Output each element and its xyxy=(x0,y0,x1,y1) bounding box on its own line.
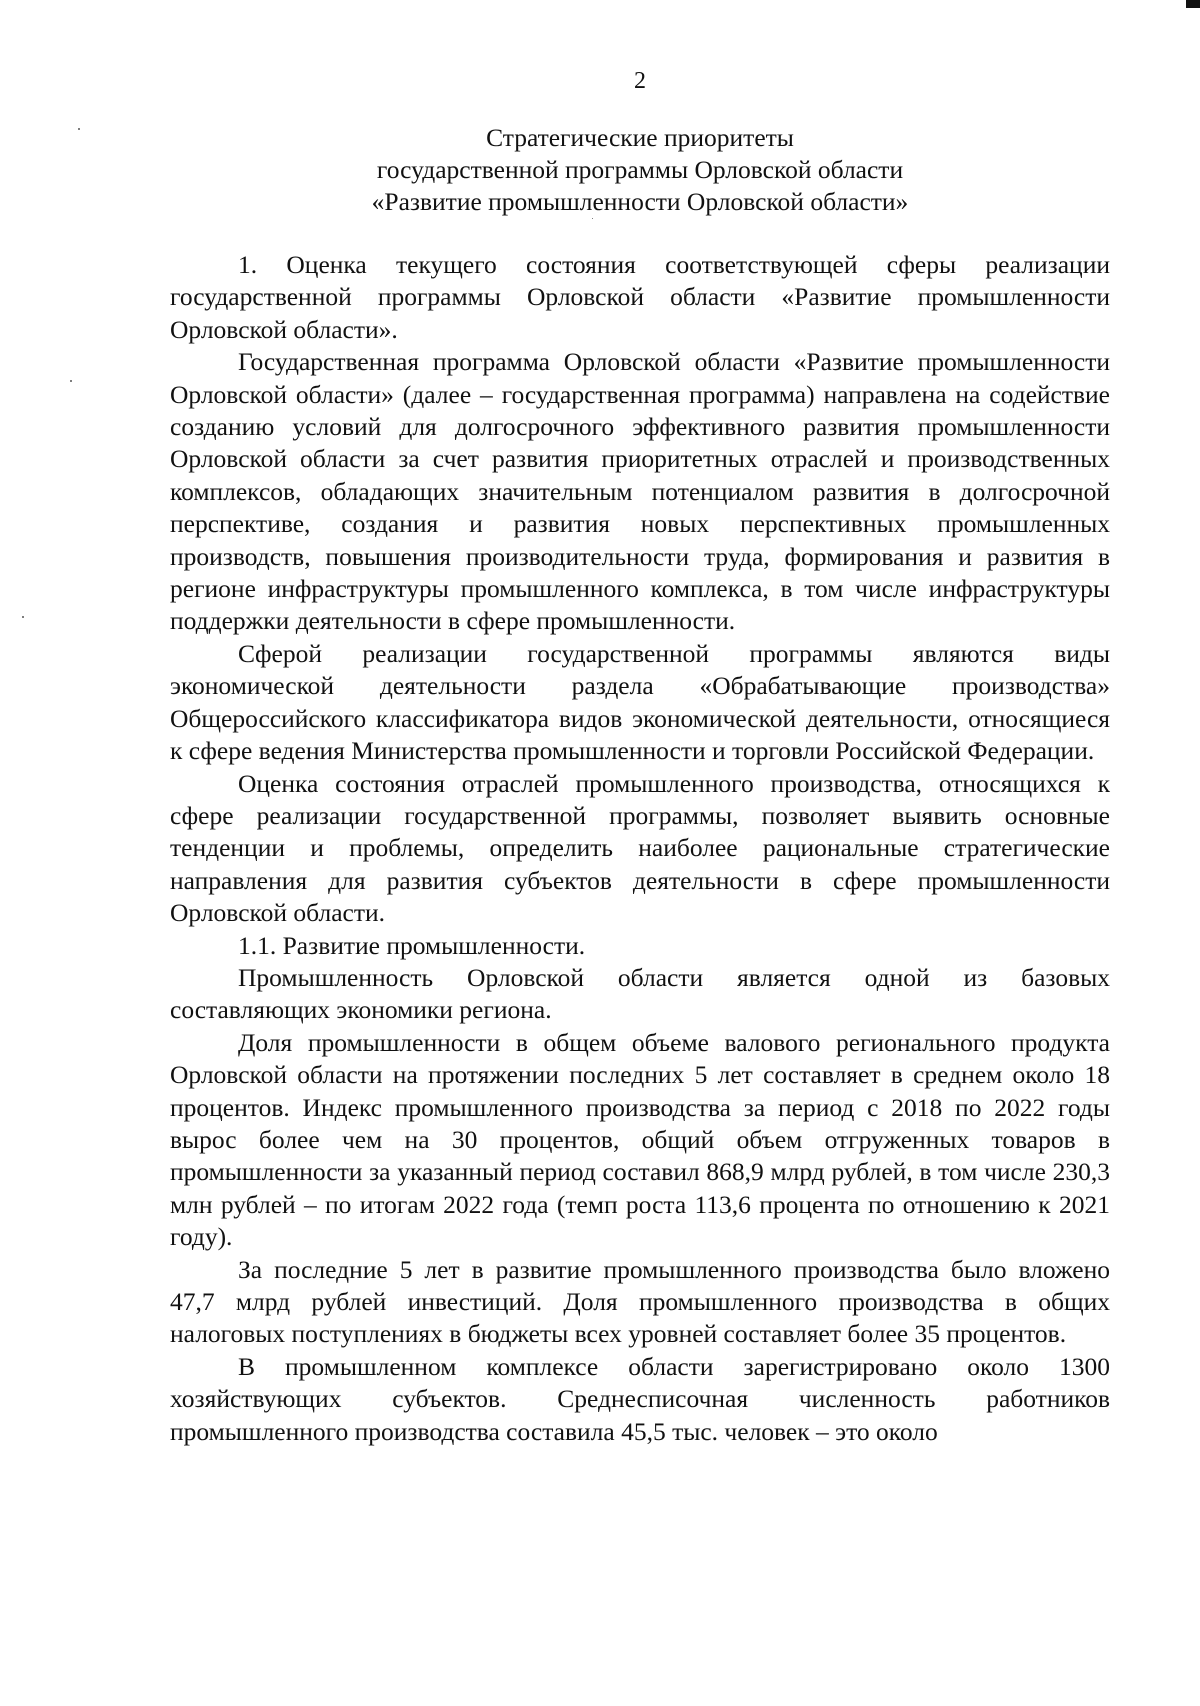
paragraph-program-purpose: Государственная программа Орловской области «Развитие промышленности Орловской области» (далее – государственная программа) направлена на содействие созданию условий для долгосрочного эффективного развития промышленности Орловской области за счет развития приоритетных отраслей и производственных комплексов, обладающих значительным потенциалом развития в долгосрочной перспективе, создания и развития новых перспективных промышленных производств, повышения производительности труда, формирования и развития в регионе инфраструктуры промышленного комплекса, в том числе инфраструктуры поддержки деятельности в сфере промышленности. xyxy=(170,347,1110,636)
paragraph-industry-share: Доля промышленности в общем объеме валового регионального продукта Орловской области на протяжении последних 5 лет составляет в среднем около 18 процентов. Индекс промышленного производства за период с 2018 по 2022 годы вырос более чем на 30 процентов, общий объем отгруженных товаров в промышленности за указанный период составил 868,9 млрд рублей, в том числе 230,3 млн рублей – по итогам 2022 года (темп роста 113,6 процента по отношению к 2021 году). xyxy=(170,1027,1110,1252)
title-line-1: Стратегические приоритеты xyxy=(486,123,794,152)
paragraph-program-scope: Сферой реализации государственной программы являются виды экономической деятельности раздела «Обрабатывающие производства» Общероссийского классификатора видов экономической деятельности, относящиеся к сфере ведения Министерства промышленности и торговли Российской Федерации. xyxy=(170,638,1110,766)
scan-speck xyxy=(70,380,72,382)
section-heading-assessment: 1. Оценка текущего состояния соответствующей сферы реализации государственной программы Орловской области «Развитие промышленности Орловской области». xyxy=(170,250,1110,344)
paragraph-assessment-goal: Оценка состояния отраслей промышленного производства, относящихся к сфере реализации государственной программы, позволяет выявить основные тенденции и проблемы, определить наиболее рациональные стратегические направления для развития субъектов деятельности в сфере промышленности Орловской области. xyxy=(170,768,1110,928)
scan-speck xyxy=(592,218,593,219)
document-title xyxy=(170,122,1110,218)
paragraph-investments: За последние 5 лет в развитие промышленного производства было вложено 47,7 млрд рублей инвестиций. Доля промышленного производства в общих налоговых поступлениях в бюджеты всех уровней составляет более 35 процентов. xyxy=(170,1254,1110,1349)
paragraph-industry-basis: Промышленность Орловской области является одной из базовых составляющих экономики региона. xyxy=(170,962,1110,1025)
scan-edge-mark xyxy=(1186,0,1200,8)
document-body xyxy=(170,249,1110,1448)
subsection-heading-industry: 1.1. Развитие промышленности. xyxy=(238,930,586,960)
scan-speck xyxy=(78,128,80,130)
page-number: 2 xyxy=(634,68,646,94)
title-line-2: государственной программы Орловской области xyxy=(376,155,904,184)
title-line-3: «Развитие промышленности Орловской области» xyxy=(371,187,909,216)
paragraph-employment: В промышленном комплексе области зарегистрировано около 1300 хозяйствующих субъектов. Среднесписочная численность работников промышленного производства составила 45,5 тыс. человек – это около xyxy=(170,1351,1110,1446)
scan-speck xyxy=(22,616,24,618)
